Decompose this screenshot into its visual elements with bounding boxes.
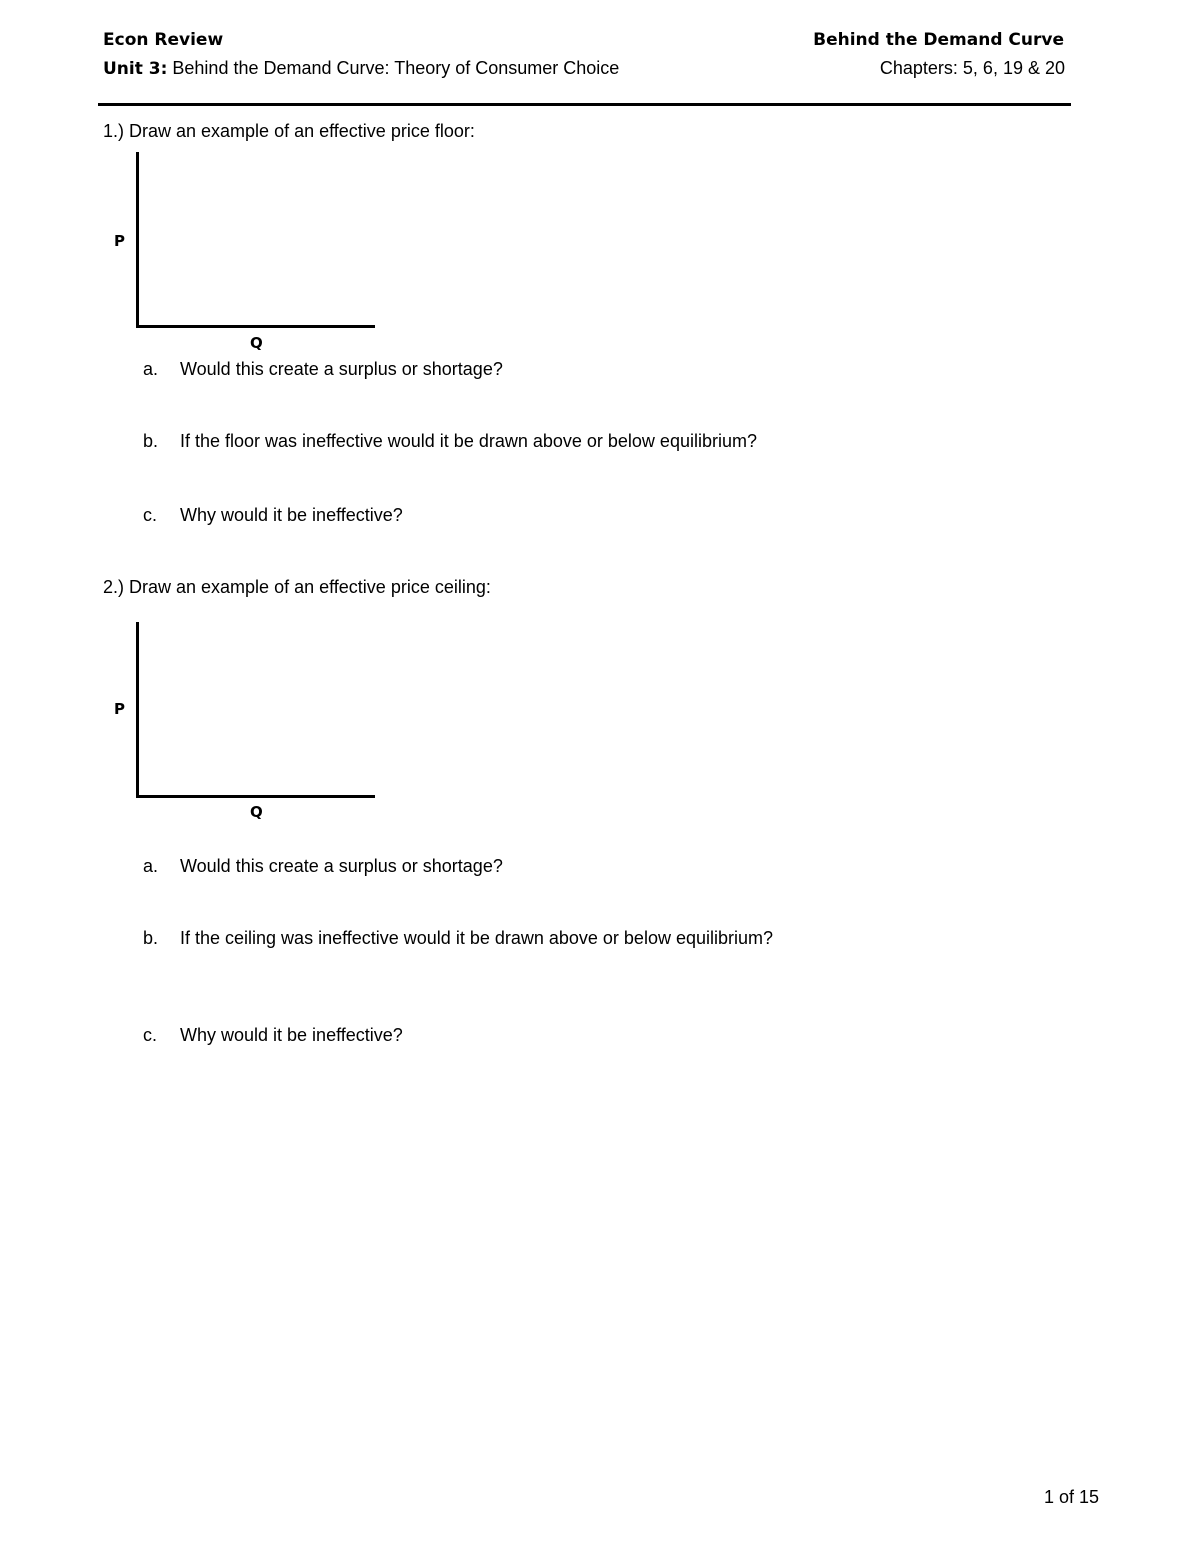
question-1b-text: If the floor was ineffective would it be drawn above or below equilibrium?	[180, 431, 757, 451]
question-1a-letter: a.	[143, 359, 159, 379]
document-title: Econ Review	[103, 30, 224, 50]
y-axis-label: P	[114, 232, 125, 250]
header-divider	[98, 103, 1071, 106]
y-axis	[136, 152, 139, 328]
question-1c-text: Why would it be ineffective?	[180, 505, 403, 525]
unit-heading	[103, 58, 619, 79]
chapters-label: Chapters: 5, 6, 19 & 20	[879, 58, 1065, 78]
x-axis	[136, 325, 375, 328]
question-1a-text: Would this create a surplus or shortage?	[180, 359, 503, 379]
question-2c-letter: c.	[143, 1025, 158, 1045]
question-2a-text: Would this create a surplus or shortage?	[180, 856, 503, 876]
question-1c-letter: c.	[143, 505, 158, 525]
question-2c-text: Why would it be ineffective?	[180, 1025, 403, 1045]
unit-label: Unit 3:	[103, 59, 168, 79]
x-axis	[136, 795, 375, 798]
question-1-prompt: 1.) Draw an example of an effective price floor:	[103, 121, 475, 141]
question-1b-letter: b.	[143, 431, 159, 451]
page-number: 1 of 15	[1043, 1487, 1099, 1507]
question-2-prompt: 2.) Draw an example of an effective price ceiling:	[103, 577, 491, 597]
question-2a-letter: a.	[143, 856, 159, 876]
question-2b-letter: b.	[143, 928, 159, 948]
x-axis-label: Q	[250, 334, 263, 352]
y-axis	[136, 622, 139, 798]
section-title: Behind the Demand Curve	[813, 30, 1064, 50]
y-axis-label: P	[114, 700, 125, 718]
question-2b-text: If the ceiling was ineffective would it be drawn above or below equilibrium?	[180, 928, 773, 948]
unit-text: Behind the Demand Curve: Theory of Consumer Choice	[167, 58, 620, 78]
x-axis-label: Q	[250, 803, 263, 821]
